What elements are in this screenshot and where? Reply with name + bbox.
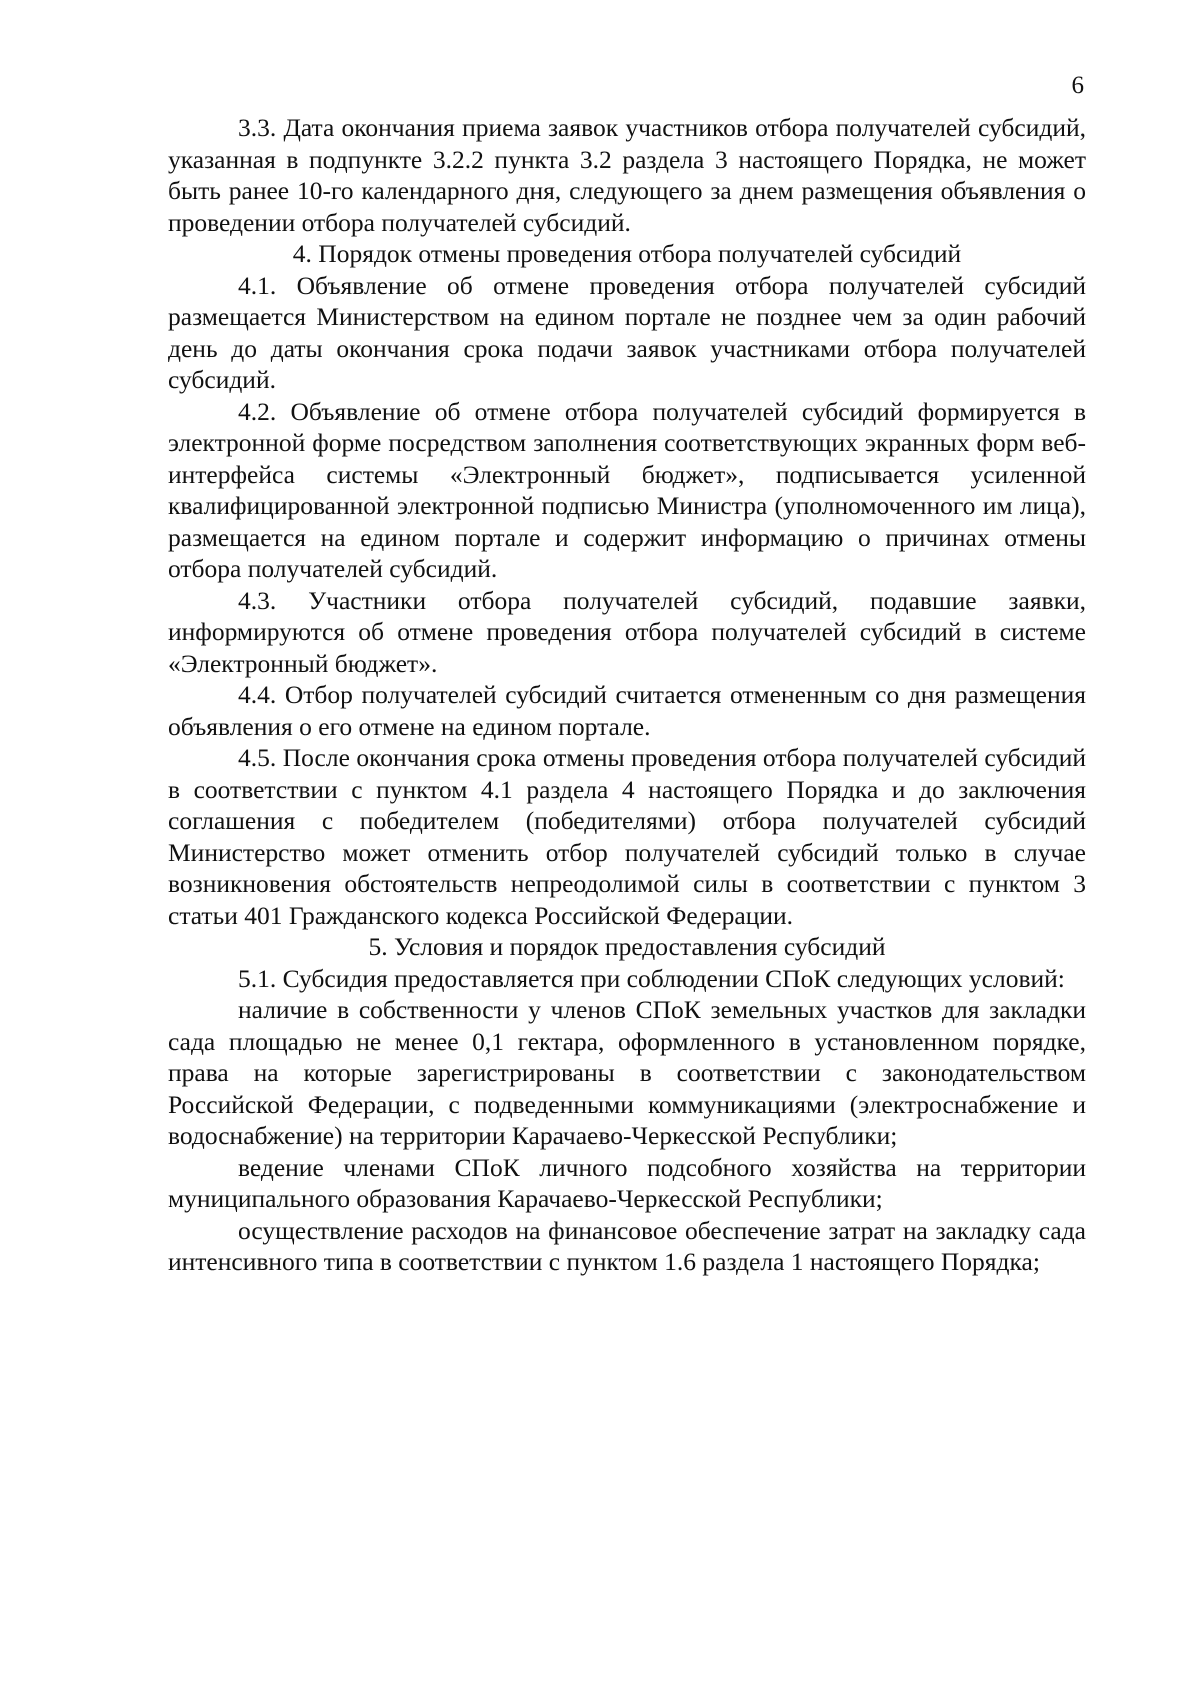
paragraph-4-4: 4.4. Отбор получателей субсидий считается отмененным со дня размещения объявления о его отмене на едином портале. bbox=[168, 680, 1086, 741]
condition-land-ownership: наличие в собственности у членов СПоК земельных участков для закладки сада площадью не менее 0,1 гектара, оформленного в установленном порядке, права на которые зарегистрированы в соответствии с законодательством Российской Федерации, с подведенными коммуникациями (электроснабжение и водоснабжение) на территории Карачаево-Черкесской Республики; bbox=[168, 995, 1086, 1150]
paragraph-4-2: 4.2. Объявление об отмене отбора получателей субсидий формируется в электронной форме посредством заполнения соответствующих экранных форм веб-интерфейса системы «Электронный бюджет», подписывается усиленной квалифицированной электронной подписью Министра (уполномоченного им лица), размещается на едином портале и содержит информацию о причинах отмены отбора получателей субсидий. bbox=[168, 396, 1086, 583]
paragraph-4-3: 4.3. Участники отбора получателей субсидий, подавшие заявки, информируются об отмене проведения отбора получателей субсидий в системе «Электронный бюджет». bbox=[168, 585, 1086, 678]
paragraph-3-3: 3.3. Дата окончания приема заявок участников отбора получателей субсидий, указанная в подпункте 3.2.2 пункта 3.2 раздела 3 настоящего Порядка, не может быть ранее 10-го календарного дня, следующего за днем размещения объявления о проведении отбора получателей субсидий. bbox=[168, 113, 1086, 237]
section-heading-4: 4. Порядок отмены проведения отбора получателей субсидий bbox=[292, 239, 962, 268]
paragraph-4-5: 4.5. После окончания срока отмены проведения отбора получателей субсидий в соответствии с пунктом 4.1 раздела 4 настоящего Порядка и до заключения соглашения с победителем (победителями) отбора получателей субсидий Министерство может отменить отбор получателей субсидий только в случае возникновения обстоятельств непреодолимой силы в соответствии с пунктом 3 статьи 401 Гражданского кодекса Российской Федерации. bbox=[168, 743, 1086, 930]
page-number: 6 bbox=[1071, 72, 1084, 99]
paragraph-5-1: 5.1. Субсидия предоставляется при соблюдении СПоК следующих условий: bbox=[238, 963, 1065, 993]
condition-personal-farm: ведение членами СПоК личного подсобного хозяйства на территории муниципального образования Карачаево-Черкесской Республики; bbox=[168, 1152, 1086, 1213]
document-body bbox=[168, 112, 1086, 1278]
section-heading-5: 5. Условия и порядок предоставления субсидий bbox=[368, 932, 886, 961]
condition-expenses: осуществление расходов на финансовое обеспечение затрат на закладку сада интенсивного типа в соответствии с пунктом 1.6 раздела 1 настоящего Порядка; bbox=[168, 1215, 1086, 1276]
paragraph-4-1: 4.1. Объявление об отмене проведения отбора получателей субсидий размещается Министерством на едином портале не позднее чем за один рабочий день до даты окончания срока подачи заявок участниками отбора получателей субсидий. bbox=[168, 270, 1086, 394]
